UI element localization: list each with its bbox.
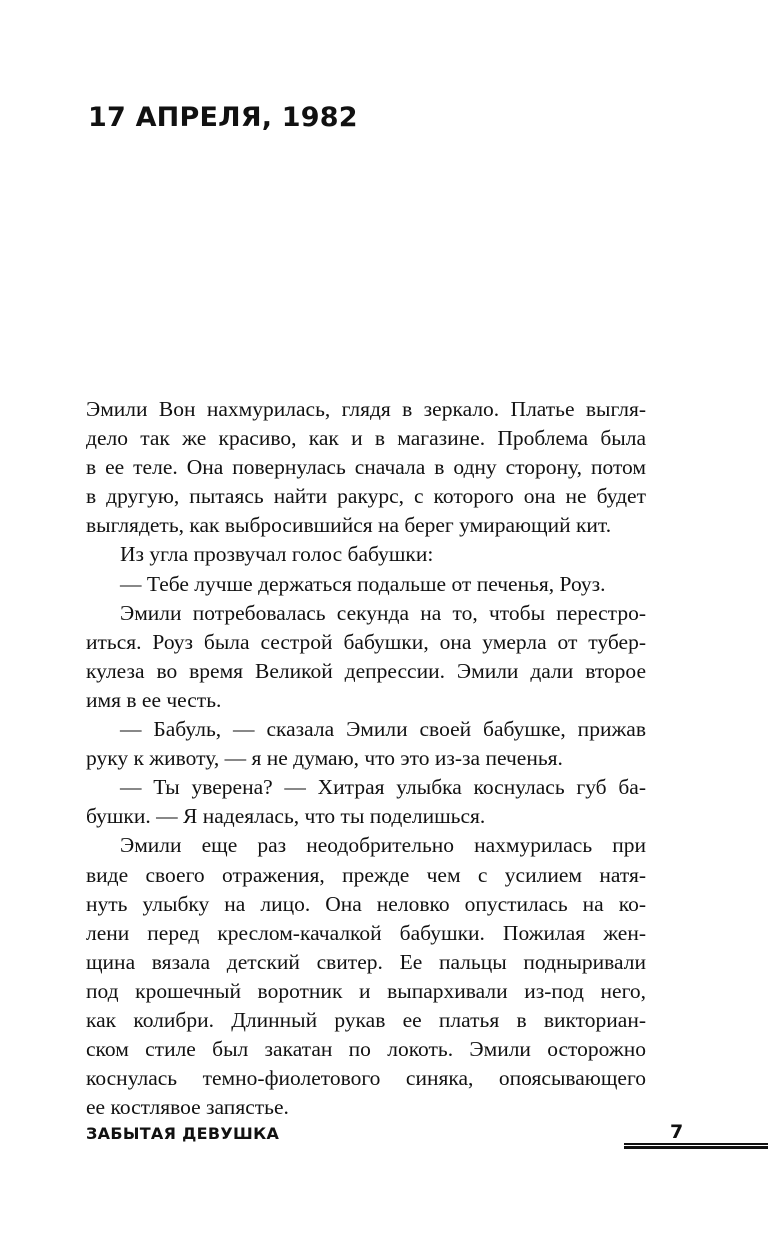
- text-line: руку к животу, — я не думаю, что это из-за печенья.: [86, 746, 563, 771]
- text-line: дело так же красиво, как и в магазине. Проблема была: [86, 426, 646, 451]
- text-line: бушки. — Я надеялась, что ты поделишься.: [86, 804, 486, 829]
- footer-rule-thick: [624, 1146, 768, 1149]
- text-line: ее костлявое запястье.: [86, 1095, 289, 1120]
- text-line: лени перед креслом-качалкой бабушки. Пожилая жен-: [86, 920, 646, 945]
- page-number: 7: [670, 1121, 684, 1143]
- text-line: щина вязала детский свитер. Ее пальцы подныривали: [86, 949, 646, 974]
- text-line: кулеза во время Великой депрессии. Эмили дали второе: [86, 658, 646, 683]
- text-line: — Бабуль, — сказала Эмили своей бабушке, прижав: [120, 717, 646, 742]
- text-line: — Тебе лучше держаться подальше от печенья, Роуз.: [120, 571, 606, 596]
- text-line: иться. Роуз была сестрой бабушки, она умерла от тубер-: [86, 629, 646, 654]
- running-title: ЗАБЫТАЯ ДЕВУШКА: [86, 1124, 280, 1143]
- text-line: в ее теле. Она повернулась сначала в одну сторону, потом: [86, 455, 646, 480]
- text-line: имя в ее честь.: [86, 687, 222, 712]
- body-text: [86, 395, 646, 1122]
- text-line: как колибри. Длинный рукав ее платья в викториан-: [86, 1007, 646, 1032]
- text-line: виде своего отражения, прежде чем с усилием натя-: [86, 862, 646, 887]
- text-line: Эмили Вон нахмурилась, глядя в зеркало. Платье выгля-: [86, 397, 646, 421]
- text-line: — Ты уверена? — Хитрая улыбка коснулась губ ба-: [120, 775, 646, 800]
- text-line: выглядеть, как выбросившийся на берег умирающий кит.: [86, 513, 612, 538]
- text-line: Эмили потребовалась секунда на то, чтобы перестро-: [120, 600, 646, 625]
- text-line: нуть улыбку на лицо. Она неловко опустилась на ко-: [86, 891, 646, 916]
- text-line: под крошечный воротник и выпархивали из-под него,: [86, 978, 646, 1003]
- text-line: в другую, пытаясь найти ракурс, с которого она не будет: [86, 484, 646, 509]
- text-line: Из угла прозвучал голос бабушки:: [120, 542, 434, 567]
- chapter-title: 17 АПРЕЛЯ, 1982: [88, 102, 358, 133]
- text-line: коснулась темно-фиолетового синяка, опоясывающего: [86, 1066, 646, 1091]
- text-line: ском стиле был закатан по локоть. Эмили осторожно: [86, 1037, 646, 1062]
- footer-rule-thin: [624, 1143, 768, 1145]
- text-line: Эмили еще раз неодобрительно нахмурилась при: [120, 833, 646, 858]
